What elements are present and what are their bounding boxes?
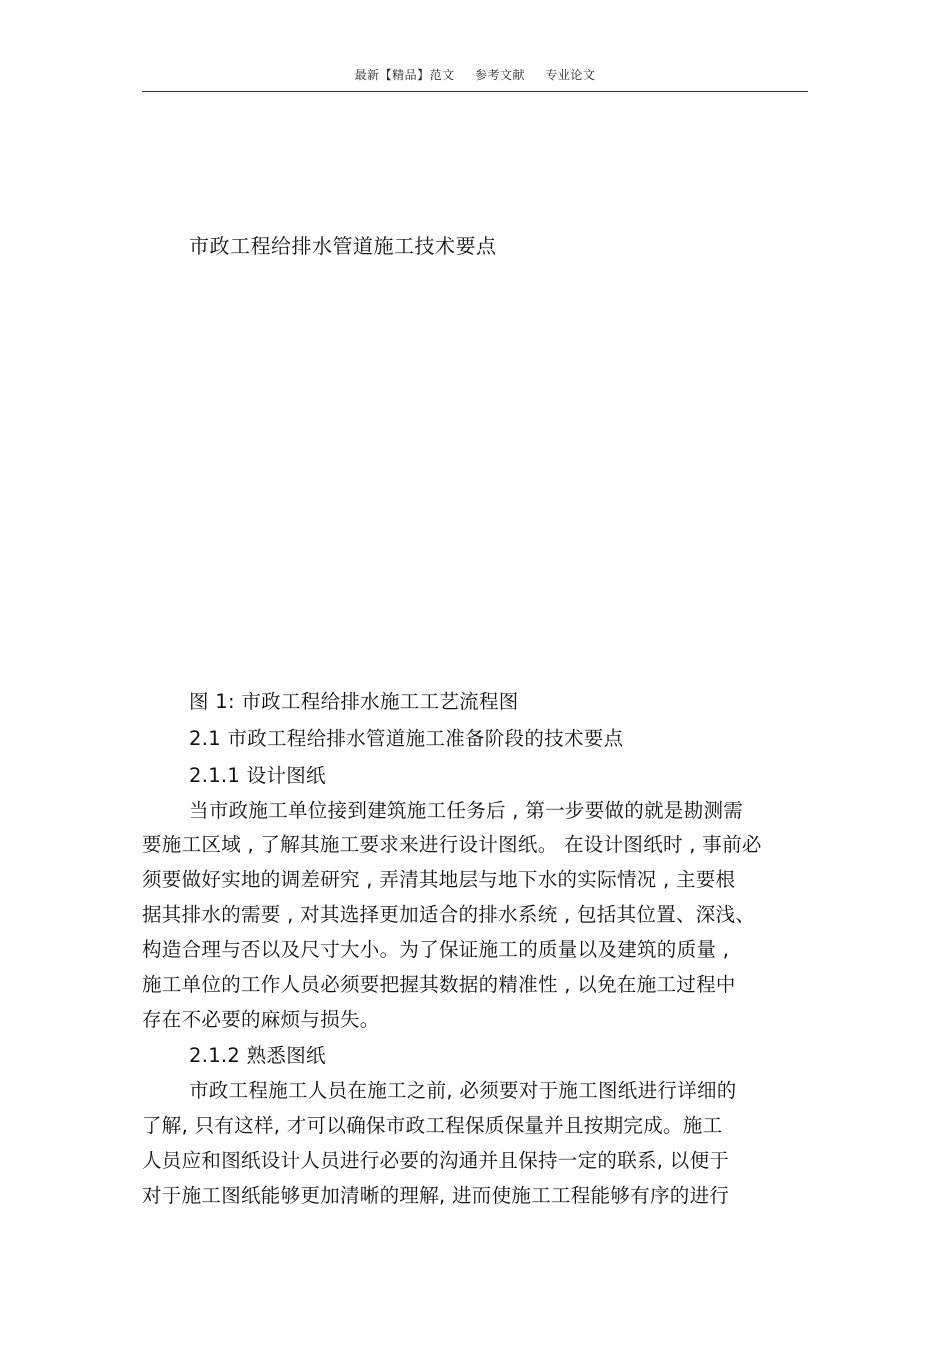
header-item-papers: 专业论文 [545,68,596,82]
paragraph-line: 须要做好实地的调差研究 , 弄清其地层与地下水的实际情况 , 主要根 [142,868,736,891]
header-rule [142,91,808,92]
paragraph-line: 了解, 只有这样, 才可以确保市政工程保质保量并且按期完成。施工 [142,1114,723,1137]
paragraph-line: 据其排水的需要 , 对其选择更加适合的排水系统 , 包括其位置、深浅、 [142,903,756,926]
paragraph-line: 人员应和图纸设计人员进行必要的沟通并且保持一定的联系, 以便于 [142,1149,730,1172]
figure-caption: 图 1: 市政工程给排水施工工艺流程图 [189,690,519,713]
paragraph-line: 要施工区域 , 了解其施工要求来进行设计图纸。 在设计图纸时 , 事前必 [142,833,762,856]
figure-area [142,270,808,670]
page-header [142,66,808,83]
paragraph-line: 构造合理与否以及尺寸大小。为了保证施工的质量以及建筑的质量 , [142,938,730,961]
header-item-latest: 最新【精品】范文 [354,68,455,82]
section-heading-2-1-2: 2.1.2 熟悉图纸 [189,1044,326,1067]
paragraph-line: 施工单位的工作人员必须要把握其数据的精准性 , 以免在施工过程中 [142,973,736,996]
paragraph-line: 当市政施工单位接到建筑施工任务后 , 第一步要做的就是勘测需 [189,799,744,822]
document-title: 市政工程给排水管道施工技术要点 [189,234,497,258]
section-heading-2-1-1: 2.1.1 设计图纸 [189,764,326,787]
header-item-references: 参考文献 [474,68,525,82]
section-heading-2-1: 2.1 市政工程给排水管道施工准备阶段的技术要点 [189,727,624,750]
paragraph-line: 存在不必要的麻烦与损失。 [142,1008,380,1031]
paragraph-line: 对于施工图纸能够更加清晰的理解, 进而使施工工程能够有序的进行 [142,1184,730,1207]
paragraph-line: 市政工程施工人员在施工之前, 必须要对于施工图纸进行详细的 [189,1079,737,1102]
